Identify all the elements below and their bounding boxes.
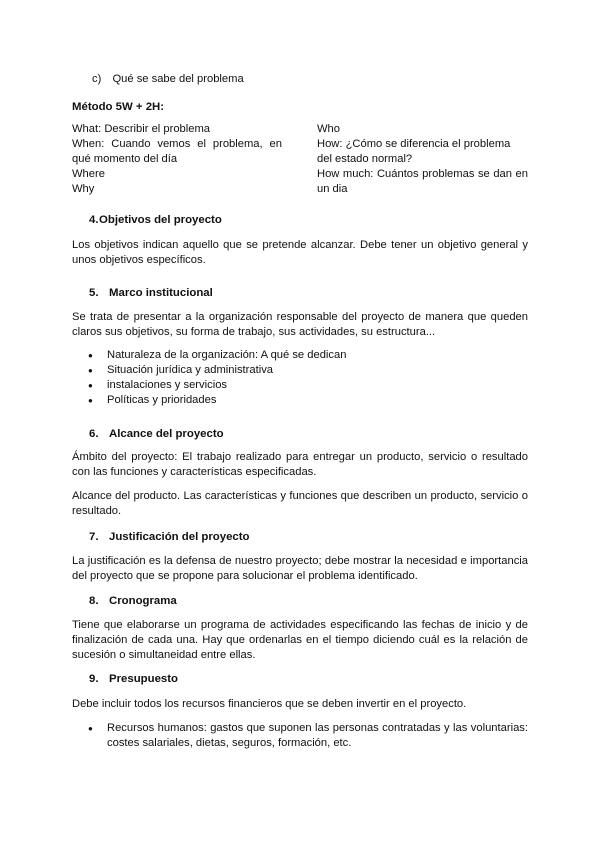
- section-title: Justificación del proyecto: [109, 531, 250, 543]
- section-5-heading: [89, 286, 213, 301]
- list-item-text: Qué se sabe del problema: [112, 73, 244, 85]
- section-title: Alcance del proyecto: [109, 428, 224, 440]
- list-item: ● Recursos humanos: gastos que suponen las personas contratadas y las voluntarias: costes salariales, dietas, seguros, formación, etc.: [72, 721, 528, 751]
- section-number: 4.: [89, 214, 99, 226]
- method-right-column: [317, 122, 528, 197]
- section-7-body: La justificación es la defensa de nuestro proyecto; debe mostrar la necesidad e importancia del proyecto que se propone para solucionar el problema identificado.: [72, 555, 528, 582]
- section-6-heading: [89, 427, 224, 442]
- section-title: Presupuesto: [109, 673, 178, 685]
- section-title: Objetivos del proyecto: [99, 214, 222, 226]
- method-why: Why: [72, 183, 95, 195]
- section-8-heading: [89, 594, 177, 609]
- method-where: Where: [72, 168, 105, 180]
- section-9-list: [72, 721, 528, 751]
- section-7-heading: [89, 530, 250, 545]
- list-item: ● Situación jurídica y administrativa: [72, 363, 528, 378]
- section-number: 8.: [89, 595, 99, 607]
- method-title: Método 5W + 2H:: [72, 101, 165, 113]
- method-left-column: [72, 122, 282, 197]
- section-4-body: Los objetivos indican aquello que se pretende alcanzar. Debe tener un objetivo general y unos objetivos específicos.: [72, 239, 528, 266]
- list-marker: c): [92, 73, 102, 85]
- section-number: 5.: [89, 287, 99, 299]
- method-what: What: Describir el problema: [72, 123, 211, 135]
- method-how: How: ¿Cómo se diferencia el problema del estado normal?: [317, 138, 511, 165]
- section-number: 7.: [89, 531, 99, 543]
- section-9-body: Debe incluir todos los recursos financieros que se deben invertir en el proyecto.: [72, 698, 467, 710]
- method-how-much: How much: Cuántos problemas se dan en un dia: [317, 168, 528, 195]
- section-8-body: Tiene que elaborarse un programa de actividades especificando las fechas de inicio y de finalización de cada una. Hay que ordenarlas en el tiempo diciendo cuál es la relación de sucesión o simultaneidad entre ellas.: [72, 619, 528, 661]
- section-6-scope: Ámbito del proyecto: El trabajo realizado para entregar un producto, servicio o resultado con las funciones y características especificadas.: [72, 451, 528, 478]
- section-4-heading: [89, 213, 222, 228]
- section-title: Marco institucional: [109, 287, 213, 299]
- list-item: ● instalaciones y servicios: [72, 378, 528, 393]
- list-item: ● Naturaleza de la organización: A qué se dedican: [72, 348, 528, 363]
- method-when: When: Cuando vemos el problema, en qué momento del día: [72, 138, 282, 165]
- section-number: 9.: [89, 673, 99, 685]
- section-5-list: [72, 348, 528, 408]
- section-6-product-scope: Alcance del producto. Las características y funciones que describen un producto, servicio o resultado.: [72, 490, 528, 517]
- list-item: ● Políticas y prioridades: [72, 393, 528, 408]
- list-item-c: [92, 72, 244, 87]
- section-9-heading: [89, 672, 178, 687]
- section-5-body: Se trata de presentar a la organización responsable del proyecto de manera que queden claros sus objetivos, su forma de trabajo, sus actividades, su estructura...: [72, 311, 528, 338]
- method-who: Who: [317, 123, 341, 135]
- section-number: 6.: [89, 428, 99, 440]
- section-title: Cronograma: [109, 595, 177, 607]
